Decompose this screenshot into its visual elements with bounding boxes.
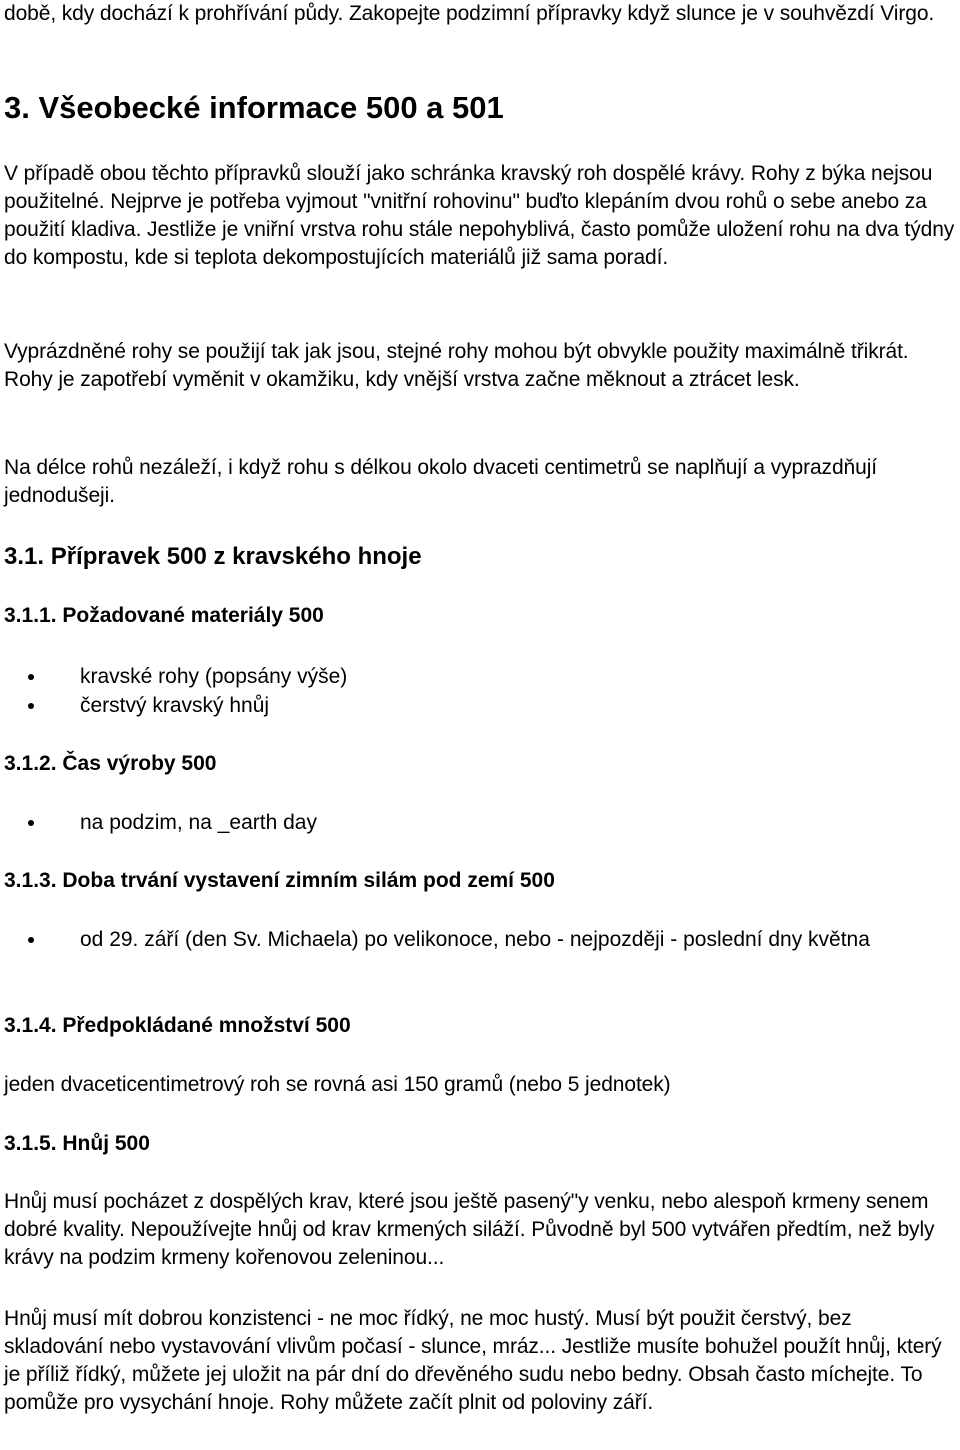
heading-section-3-1-3: 3.1.3. Doba trvání vystavení zimním silám pod zemí 500 (4, 869, 555, 892)
paragraph-horn-preparation: V případě obou těchto přípravků slouží jako schránka kravský roh dospělé krávy. Rohy z býka nejsou použitelné. Nejprve je potřeba vyjmout "vnitřní rohovinu" buďto klepáním dvou rohů o sebe anebo za použití kladiva. Jestliže je vniřní vrstva rohu stále nepohyblivá, často pomůže uložení rohu na dva týdny do kompostu, kde si teplota dekompostujících materiálů již sama poradí. (4, 162, 955, 269)
paragraph-expected-amount: jeden dvaceticentimetrový roh se rovná asi 150 gramů (nebo 5 jednotek) (4, 1073, 671, 1096)
heading-section-3-1: 3.1. Přípravek 500 z kravského hnoje (4, 543, 422, 570)
list-item: na podzim, na _earth day (4, 808, 956, 837)
heading-section-3-1-2: 3.1.2. Čas výroby 500 (4, 752, 217, 775)
paragraph-manure-origin: Hnůj musí pocházet z dospělých krav, které jsou ještě pasený"y venku, nebo alespoň krmeny senem dobré kvality. Nepoužívejte hnůj od krav krmených siláží. Původně byl 500 vytvářen předtím, než byly krávy na podzim krmeny kořenovou zeleninou... (4, 1190, 935, 1269)
list-materials (4, 662, 956, 720)
bullet-icon (28, 674, 34, 680)
list-item: čerstvý kravský hnůj (4, 691, 956, 720)
bullet-icon (28, 820, 34, 826)
paragraph-horn-reuse: Vyprázdněné rohy se použijí tak jak jsou, stejné rohy mohou být obvykle použity maximálně třikrát. Rohy je zapotřebí vyměnit v okamžiku, kdy vnější vrstva začne měknout a ztrácet lesk. (4, 340, 909, 391)
paragraph-intro-continuation: době, kdy dochází k prohřívání půdy. Zakopejte podzimní přípravky když slunce je v souhvězdí Virgo. (4, 2, 935, 25)
bullet-icon (28, 937, 34, 943)
heading-section-3-1-5: 3.1.5. Hnůj 500 (4, 1132, 150, 1155)
paragraph-manure-consistency: Hnůj musí mít dobrou konzistenci - ne moc řídký, ne moc hustý. Musí být použit čerstvý, bez skladování nebo vystavování vlivům počasí - slunce, mráz... Jestliže musíte bohužel použít hnůj, který je příliž řídký, můžete jej uložit na pár dní do dřevěného sudu nebo bedny. Obsah často míchejte. To pomůže pro vysychání hnoje. Rohy můžete začít plnit od poloviny září. (4, 1307, 942, 1414)
heading-section-3-1-1: 3.1.1. Požadované materiály 500 (4, 604, 324, 627)
bullet-icon (28, 703, 34, 709)
list-item: od 29. září (den Sv. Michaela) po velikonoce, nebo - nejpozději - poslední dny května (4, 925, 956, 954)
paragraph-horn-length: Na délce rohů nezáleží, i když rohu s délkou okolo dvaceti centimetrů se naplňují a vyprazdňují jednodušeji. (4, 456, 877, 507)
list-item: kravské rohy (popsány výše) (4, 662, 956, 691)
heading-section-3: 3. Všeobecké informace 500 a 501 (4, 90, 504, 125)
list-production-time (4, 808, 956, 837)
heading-section-3-1-4: 3.1.4. Předpokládané množství 500 (4, 1014, 351, 1037)
list-duration (4, 925, 956, 954)
